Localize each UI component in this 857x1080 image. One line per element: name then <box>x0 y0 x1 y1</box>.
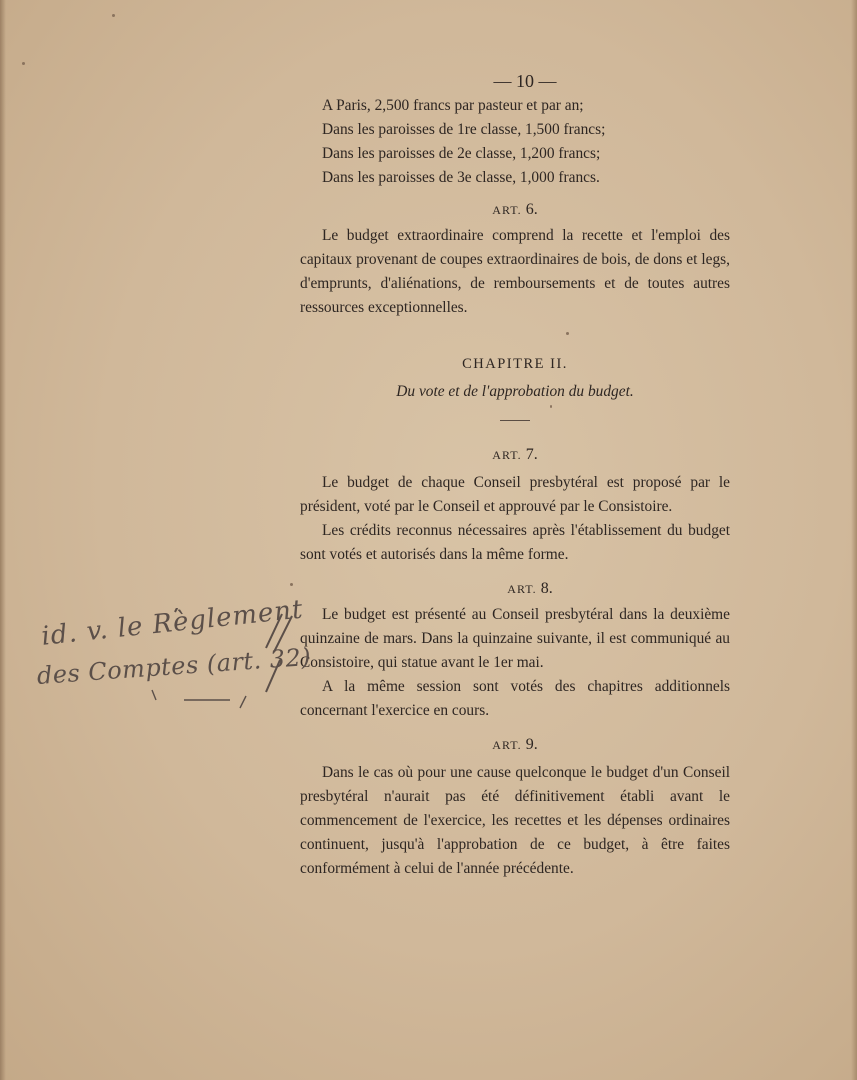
article-8-paragraph: A la même session sont votés des chapitres additionnels concernant l'exercice en cours. <box>300 678 730 719</box>
handwritten-annotation <box>34 594 312 718</box>
annotation-tick <box>240 696 246 708</box>
paper-speck <box>290 583 293 586</box>
page-edge-left <box>0 0 6 1080</box>
article-9-paragraph: Dans le cas où pour une cause quelconque le budget d'un Conseil presbytéral n'aurait pas été définitivement établi avant le commencement de l'exercice, les recettes et les dépenses ordinaires continuent, jusqu'à l'approbation de ce budget, à être faites conformément à celui de l'année précédente. <box>300 764 730 877</box>
annotation-line-2: des Comptes (art. 32) <box>36 642 312 690</box>
rate-line: Dans les paroisses de 3e classe, 1,000 francs. <box>322 169 600 186</box>
chapter-subtitle: Du vote et de l'approbation du budget. <box>396 383 634 400</box>
page-text <box>300 68 730 881</box>
article-heading-8 <box>300 579 730 599</box>
article-number: 9. <box>525 736 538 753</box>
rates-list <box>300 94 730 190</box>
article-7-paragraph: Les crédits reconnus nécessaires après l'établissement du budget sont votés et autorisés dans la même forme. <box>300 522 730 563</box>
annotation-line-1: id. v. le Règlement <box>40 594 305 652</box>
article-heading-6 <box>300 200 730 220</box>
article-label: ART. <box>507 582 537 596</box>
page-number: — 10 — <box>493 71 557 91</box>
article-label: ART. <box>492 203 522 217</box>
article-8-paragraph: Le budget est présenté au Conseil presbytéral dans la deuxième quinzaine de mars. Dans la quinzaine suivante, il est communiqué au Consistoire, qui statue avant le 1er mai. <box>300 606 730 671</box>
article-number: 7. <box>525 446 538 463</box>
article-6-paragraph: Le budget extraordinaire comprend la recette et l'emploi des capitaux provenant de coupes extraordinaires de bois, de dons et legs, d'emprunts, d'aliénations, de remboursements et de toutes autres ressources exceptionnelles. <box>300 227 730 316</box>
article-number: 8. <box>540 580 553 597</box>
article-7-paragraph: Le budget de chaque Conseil presbytéral est proposé par le président, voté par le Conseil et approuvé par le Consistoire. <box>300 474 730 515</box>
chapter-divider <box>500 420 530 421</box>
rate-line: Dans les paroisses de 1re classe, 1,500 francs; <box>322 121 606 138</box>
annotation-tick <box>152 690 156 700</box>
article-label: ART. <box>492 448 522 462</box>
rate-line: A Paris, 2,500 francs par pasteur et par an; <box>322 97 584 114</box>
article-heading-7 <box>300 445 730 465</box>
article-number: 6. <box>525 201 538 218</box>
rate-line: Dans les paroisses de 2e classe, 1,200 francs; <box>322 145 601 162</box>
article-label: ART. <box>492 738 522 752</box>
page-edge-right <box>851 0 857 1080</box>
article-heading-9 <box>300 735 730 755</box>
paper-speck <box>112 14 115 17</box>
paper-speck <box>22 62 25 65</box>
chapter-title: CHAPITRE II. <box>462 356 568 372</box>
